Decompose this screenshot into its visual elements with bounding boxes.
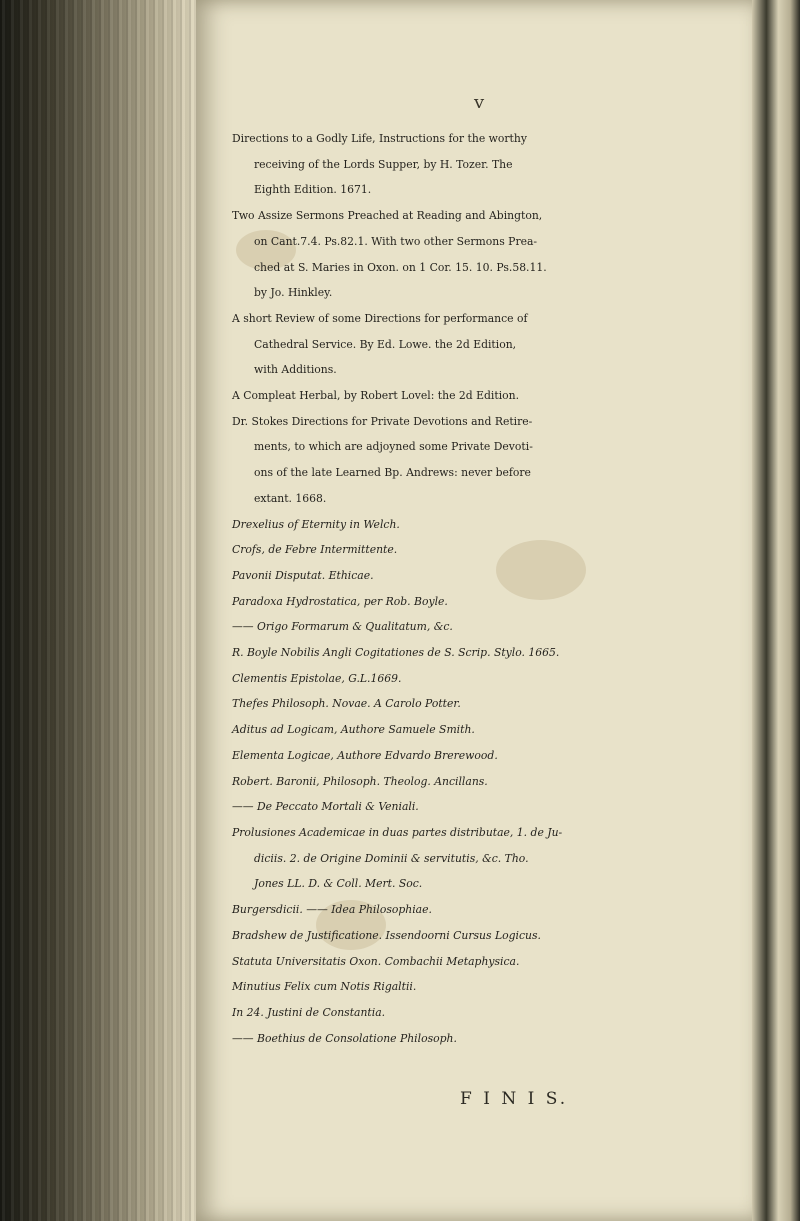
book-entry (232, 769, 752, 795)
entry-line: diciis. 2. de Origine Dominii & servitutis, &c. Tho. (254, 851, 529, 865)
entry-line: Robert. Baronii, Philosoph. Theolog. Ancillans. (232, 774, 488, 788)
book-entry (232, 717, 752, 743)
entry-line: Bradshew de Justificatione. Issendoorni Cursus Logicus. (232, 928, 541, 942)
entry-line: ons of the late Learned Bp. Andrews: never before (254, 466, 531, 480)
book-entry (232, 589, 752, 615)
entry-line: A short Review of some Directions for performance of (232, 311, 528, 325)
entry-line: Dr. Stokes Directions for Private Devotions and Retire- (232, 414, 533, 428)
book-entry (232, 743, 752, 769)
entry-line: Paradoxa Hydrostatica, per Rob. Boyle. (232, 594, 448, 608)
entry-line: Directions to a Godly Life, Instructions for the worthy (232, 132, 527, 145)
book-entry (232, 1026, 752, 1052)
entry-line: Thefes Philosoph. Novae. A Carolo Potter. (232, 697, 461, 711)
book-entry (232, 614, 752, 640)
entry-line: ments, to which are adjoyned some Private Devoti- (254, 440, 533, 454)
entry-line: receiving of the Lords Supper, by H. Tozer. The (254, 157, 513, 171)
entry-line: A Compleat Herbal, by Robert Lovel: the 2d Edition. (232, 389, 520, 403)
page-mark: v (474, 92, 485, 113)
entry-line: Jones LL. D. & Coll. Mert. Soc. (254, 877, 423, 891)
book-entry (232, 306, 752, 383)
book-entry (232, 537, 752, 563)
entry-line: ched at S. Maries in Oxon. on 1 Cor. 15. 10. Ps.58.11. (254, 260, 547, 274)
entry-line: —— De Peccato Mortali & Veniali. (232, 800, 419, 814)
entry-line: Two Assize Sermons Preached at Reading and Abington, (232, 209, 543, 223)
book-entry (232, 1000, 752, 1026)
page-edge (752, 0, 800, 1221)
entry-line: —— Origo Formarum & Qualitatum, &c. (232, 620, 453, 634)
book-entry (232, 640, 752, 666)
book-entry (232, 691, 752, 717)
imprint: F I N I S. (460, 1089, 569, 1109)
entry-line: Eighth Edition. 1671. (254, 183, 372, 197)
entry-line: on Cant.7.4. Ps.82.1. With two other Sermons Prea- (254, 234, 538, 248)
binding-texture (0, 0, 210, 1221)
book-entry (232, 820, 752, 897)
entry-line: Crofs, de Febre Intermittente. (232, 543, 398, 557)
book-entry (232, 974, 752, 1000)
book-entry (232, 666, 752, 692)
book-entry (232, 897, 752, 923)
entry-line: —— Boethius de Consolatione Philosoph. (232, 1031, 457, 1045)
entry-line: R. Boyle Nobilis Angli Cogitationes de S. Scrip. Stylo. 1665. (232, 646, 560, 660)
entry-line: by Jo. Hinkley. (254, 286, 333, 300)
book-entry (232, 126, 752, 203)
book-entry (232, 949, 752, 975)
entry-line: Prolusiones Academicae in duas partes distributae, 1. de Ju- (232, 825, 563, 839)
book-entry (232, 563, 752, 589)
entry-line: Aditus ad Logicam, Authore Samuele Smith. (232, 723, 475, 737)
entry-line: Clementis Epistolae, G.L.1669. (232, 671, 402, 685)
book-entry (232, 512, 752, 538)
book-entry (232, 409, 752, 512)
entry-line: Elementa Logicae, Authore Edvardo Brerewood. (232, 748, 498, 762)
entry-line: Cathedral Service. By Ed. Lowe. the 2d Edition, (254, 337, 517, 351)
booklist (232, 126, 752, 1051)
entry-line: Statuta Universitatis Oxon. Combachii Metaphysica. (232, 954, 520, 968)
book-entry (232, 383, 752, 409)
entry-line: Drexelius of Eternity in Welch. (232, 517, 400, 531)
entry-line: with Additions. (254, 363, 337, 377)
entry-line: extant. 1668. (254, 491, 327, 505)
entry-line: Minutius Felix cum Notis Rigaltii. (232, 980, 417, 994)
entry-line: Pavonii Disputat. Ethicae. (232, 568, 374, 582)
entry-line: Burgersdicii. —— Idea Philosophiae. (232, 903, 432, 917)
book-entry (232, 203, 752, 306)
book-entry (232, 794, 752, 820)
entry-line: In 24. Justini de Constantia. (232, 1005, 386, 1019)
book-entry (232, 923, 752, 949)
